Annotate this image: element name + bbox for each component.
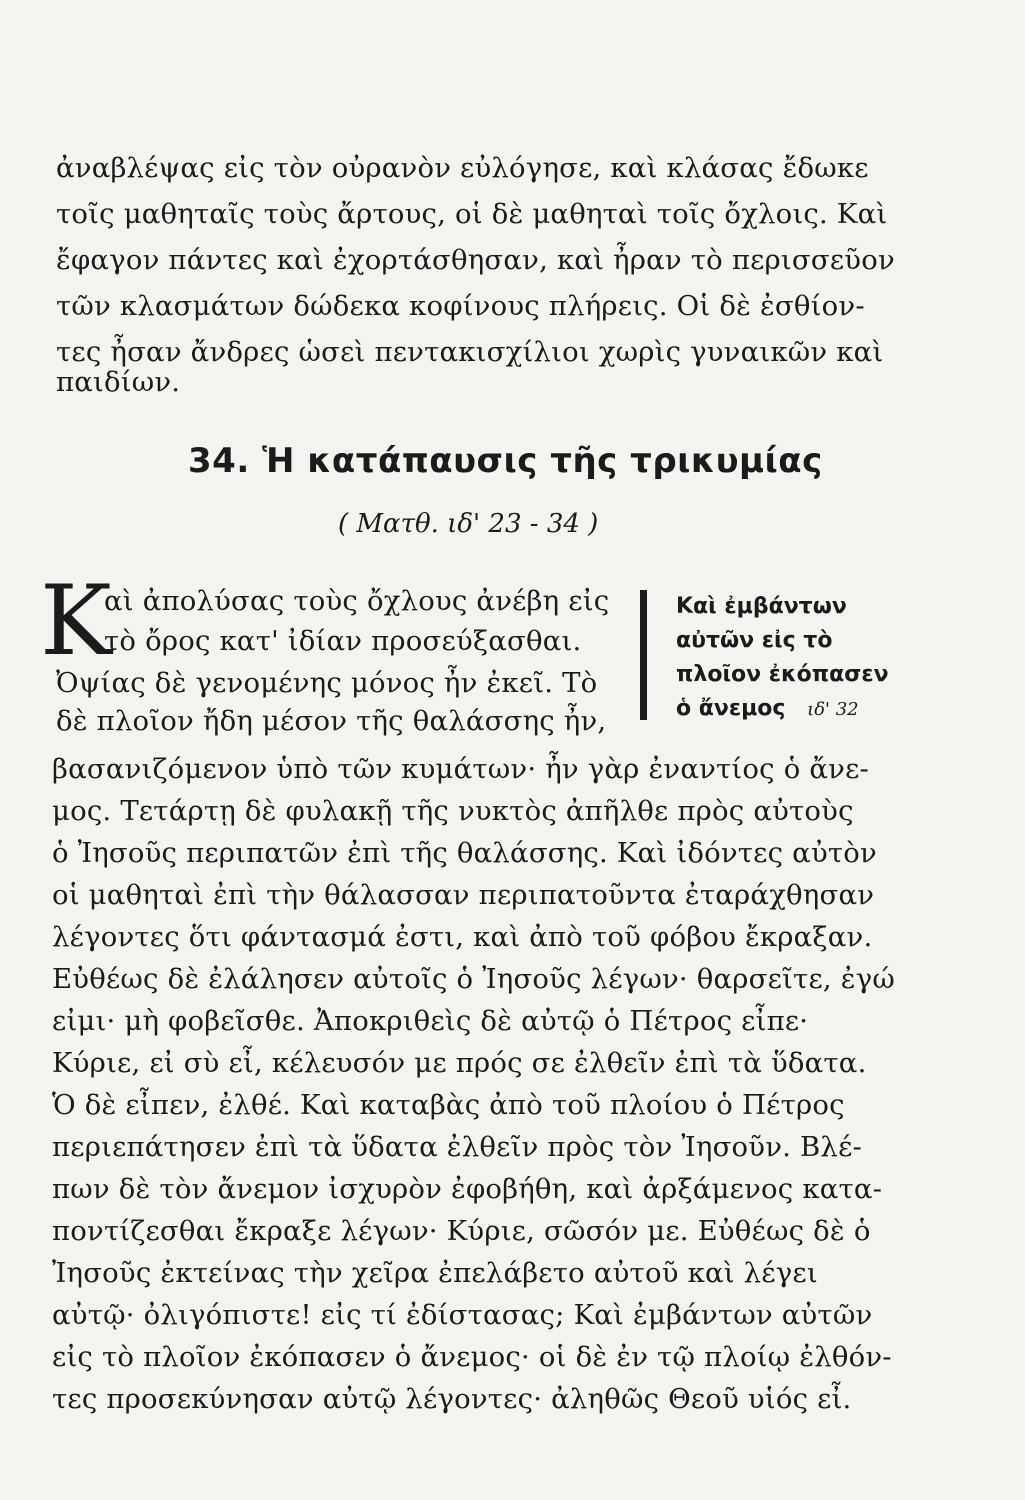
body-line: ὁ Ἰησοῦς περιπατῶν ἐπὶ τῆς θαλάσσης. Καὶ ἰδόντες αὐτὸν [52, 837, 877, 869]
margin-note-last-line [676, 692, 906, 727]
intro-line: τῶν κλασμάτων δώδεκα κοφίνους πλήρεις. Οἱ δὲ ἐσθίον- [56, 290, 865, 322]
margin-note [676, 590, 906, 727]
margin-note-line: ὁ ἄνεμος [676, 696, 786, 721]
margin-note-line: αὐτῶν εἰς τὸ [676, 628, 833, 653]
body-line: βασανιζόμενον ὑπὸ τῶν κυμάτων· ἦν γὰρ ἐναντίος ὁ ἄνε- [52, 753, 870, 785]
body-line: τες προσεκύνησαν αὐτῷ λέγοντες· ἀληθῶς Θεοῦ υἱός εἶ. [52, 1383, 852, 1415]
body-line: λέγοντες ὅτι φάντασμά ἐστι, καὶ ἀπὸ τοῦ φόβου ἔκραξαν. [52, 921, 873, 953]
short-line: Ὀψίας δὲ γενομένης μόνος ἦν ἐκεῖ. Τὸ [56, 667, 598, 699]
intro-line: ἔφαγον πάντες καὶ ἐχορτάσθησαν, καὶ ἦραν τὸ περισσεῦον [56, 244, 895, 276]
margin-note-verse: ιδ' 32 [807, 699, 859, 720]
scripture-reference: ( Ματθ. ιδ' 23 - 34 ) [338, 509, 599, 539]
first-line: αὶ ἀπολύσας τοὺς ὄχλους ἀνέβη εἰς [104, 585, 610, 617]
intro-line: παιδίων. [56, 366, 181, 398]
body-line: Ἰησοῦς ἐκτείνας τὴν χεῖρα ἐπελάβετο αὐτοῦ καὶ λέγει [52, 1257, 818, 1289]
body-line: Κύριε, εἰ σὺ εἶ, κέλευσόν με πρός σε ἐλθεῖν ἐπὶ τὰ ὕδατα. [52, 1047, 867, 1079]
margin-note-line: πλοῖον ἐκόπασεν [676, 662, 889, 687]
section-heading: 34. Ἡ κατάπαυσις τῆς τρικυμίας [188, 441, 823, 481]
margin-note-rule [640, 590, 647, 720]
body-line: μος. Τετάρτῃ δὲ φυλακῇ τῆς νυκτὸς ἀπῆλθε πρὸς αὐτοὺς [52, 795, 854, 827]
body-line: αὐτῷ· ὀλιγόπιστε! εἰς τί ἐδίστασας; Καὶ ἐμβάντων αὐτῶν [52, 1299, 873, 1331]
body-line: περιεπάτησεν ἐπὶ τὰ ὕδατα ἐλθεῖν πρὸς τὸν Ἰησοῦν. Βλέ- [52, 1131, 863, 1163]
short-line: δὲ πλοῖον ἤδη μέσον τῆς θαλάσσης ἦν, [56, 705, 607, 737]
body-line: πων δὲ τὸν ἄνεμον ἰσχυρὸν ἐφοβήθη, καὶ ἀρξάμενος κατα- [52, 1173, 883, 1205]
body-line: εἰμι· μὴ φοβεῖσθε. Ἀποκριθεὶς δὲ αὐτῷ ὁ Πέτρος εἶπε· [52, 1005, 809, 1037]
body-line: οἱ μαθηταὶ ἐπὶ τὴν θάλασσαν περιπατοῦντα ἐταράχθησαν [52, 879, 875, 911]
body-line: εἰς τὸ πλοῖον ἐκόπασεν ὁ ἄνεμος· οἱ δὲ ἐν τῷ πλοίῳ ἐλθόν- [52, 1341, 892, 1373]
body-line: Εὐθέως δὲ ἐλάλησεν αὐτοῖς ὁ Ἰησοῦς λέγων· θαρσεῖτε, ἐγώ [52, 963, 896, 995]
margin-note-line: Καὶ ἐμβάντων [676, 594, 847, 619]
intro-line: τοῖς μαθηταῖς τοὺς ἄρτους, οἱ δὲ μαθηταὶ τοῖς ὄχλοις. Καὶ [56, 198, 888, 230]
drop-cap: Κ [40, 565, 112, 677]
body-line: Ὁ δὲ εἶπεν, ἐλθέ. Καὶ καταβὰς ἀπὸ τοῦ πλοίου ὁ Πέτρος [52, 1089, 845, 1121]
intro-line: τες ἦσαν ἄνδρες ὡσεὶ πεντακισχίλιοι χωρὶς γυναικῶν καὶ [56, 336, 884, 368]
body-line: ποντίζεσθαι ἔκραξε λέγων· Κύριε, σῶσόν με. Εὐθέως δὲ ὁ [52, 1215, 871, 1247]
intro-line: ἀναβλέψας εἰς τὸν οὐρανὸν εὐλόγησε, καὶ κλάσας ἔδωκε [56, 152, 869, 184]
first-line: τὸ ὄρος κατ' ἰδίαν προσεύξασθαι. [104, 625, 582, 657]
